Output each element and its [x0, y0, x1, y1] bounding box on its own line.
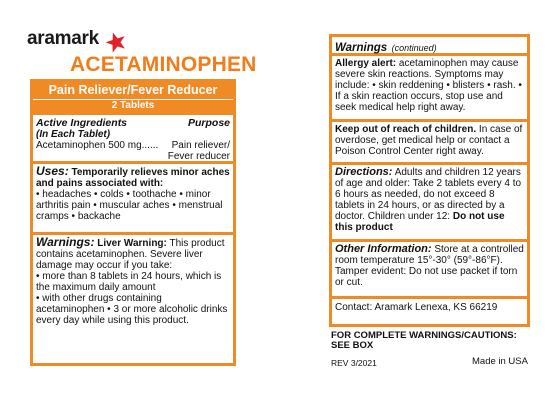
directions-bold-tail: Do not use this product [335, 211, 505, 233]
made-in-label: Made in USA [472, 356, 528, 367]
brand-logo: aramark [27, 28, 99, 49]
warning-item-2: • with other drugs containing acetaminophen • 3 or more alcoholic drinks every day while using this product. [36, 293, 228, 326]
uses-heading: Uses: [36, 164, 69, 178]
other-info-text: Store at a controlled room temperature 15°-30° (59°-86°F). Tamper evident: Do not use packet if torn or cut. [335, 244, 524, 288]
liver-text: This product contains acetaminophen. Severe liver damage may occur if you take: [36, 238, 225, 271]
complete-warnings-note: FOR COMPLETE WARNINGS/CAUTIONS: SEE BOX [331, 330, 517, 351]
directions-heading: Directions: [335, 166, 393, 178]
left-label-panel [30, 79, 236, 366]
star-logo-icon [104, 30, 128, 54]
uses-items: • headaches • colds • toothache • minor arthritis pain • muscular aches • menstrual cramps • backache [36, 189, 223, 222]
active-ingredients-section [33, 112, 233, 161]
allergy-section [332, 53, 527, 119]
purpose-line2: Fever reducer [167, 151, 230, 162]
directions-text: Adults and children 12 years of age and older: Take 2 tablets every 4 to 6 hours as needed, do not exceed 8 tablets in 24 hours, or as directed by a doctor. Children under 12: [335, 167, 522, 222]
purpose-line1: Pain reliever/ [171, 140, 230, 151]
warnings-continued-heading: Warnings [335, 42, 388, 54]
revision-label: REV 3/2021 [331, 358, 377, 368]
allergy-heading: Allergy alert: [335, 58, 397, 69]
tablet-count: 2 Tablets [33, 99, 233, 112]
banner: Pain Reliever/Fever Reducer [33, 82, 233, 99]
product-name: ACETAMINOPHEN [70, 53, 257, 76]
purpose-heading: Purpose [187, 117, 230, 129]
keep-out-heading: Keep out of reach of children. [335, 124, 477, 135]
active-subheading: (In Each Tablet) [36, 129, 111, 140]
warning-item-1: • more than 8 tablets in 24 hours, which is the maximum daily amount [36, 271, 222, 293]
right-label-panel [329, 34, 530, 327]
contact-section [332, 296, 527, 324]
directions-section [332, 162, 527, 239]
contact-text: Contact: Aramark Lenexa, KS 66219 [335, 302, 498, 313]
active-heading: Active Ingredients [36, 117, 128, 129]
warnings-heading: Warnings: [36, 235, 95, 249]
uses-intro: Temporarily relieves minor aches and pains associated with: [36, 167, 230, 189]
other-info-heading: Other Information: [335, 243, 432, 255]
liver-heading: Liver Warning: [97, 238, 167, 249]
keep-out-text: In case of overdose, get medical help or contact a Poison Control Center right away. [335, 124, 523, 157]
warnings-section [33, 232, 233, 364]
allergy-text: acetaminophen may cause severe skin reactions. Symptoms may include: • skin reddening • blisters • rash. • If a skin reaction occurs, stop use and seek medical help right away. [335, 58, 522, 113]
ingredient: Acetaminophen 500 mg...... [36, 140, 159, 151]
keep-out-section [332, 119, 527, 162]
continued-label: (continued) [391, 43, 437, 53]
other-info-section [332, 239, 527, 296]
uses-section [33, 161, 233, 232]
